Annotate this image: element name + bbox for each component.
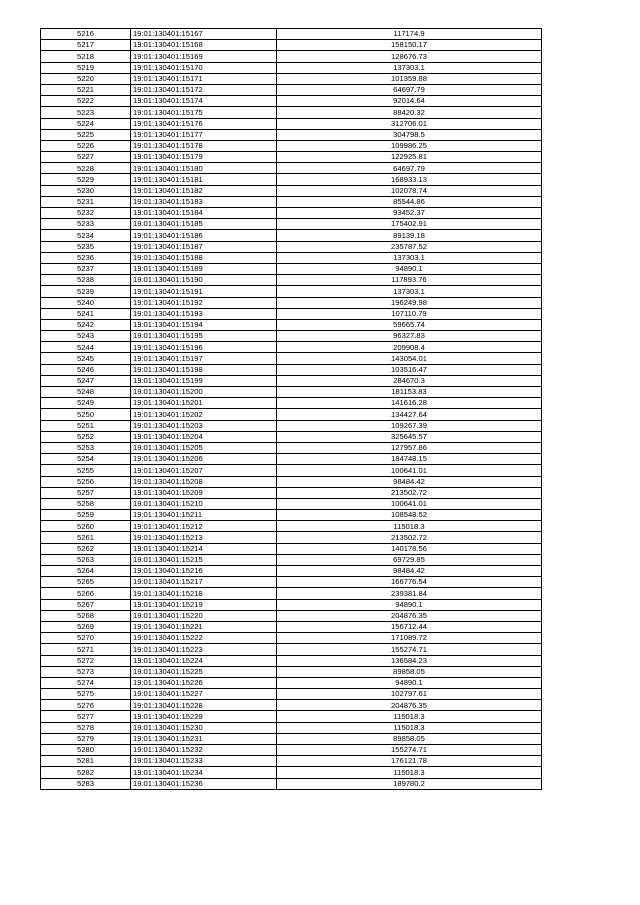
table-row (41, 84, 542, 95)
value-cell: 155274.71 (277, 644, 542, 655)
table-row (41, 219, 542, 230)
table-row (41, 745, 542, 756)
row-number-cell: 5257 (41, 487, 131, 498)
value-cell: 109986.25 (277, 140, 542, 151)
row-number-cell: 5239 (41, 286, 131, 297)
table-body (41, 29, 542, 790)
table-row (41, 588, 542, 599)
table-row (41, 331, 542, 342)
value-cell: 171089.72 (277, 633, 542, 644)
value-cell: 89858.05 (277, 733, 542, 744)
value-cell: 209908.4 (277, 342, 542, 353)
row-number-cell: 5248 (41, 387, 131, 398)
table-row (41, 152, 542, 163)
cadastral-number-cell: 19:01:130401:15214 (131, 543, 277, 554)
row-number-cell: 5256 (41, 476, 131, 487)
cadastral-number-cell: 19:01:130401:15203 (131, 420, 277, 431)
table-row (41, 767, 542, 778)
table-row (41, 442, 542, 453)
value-cell: 117174.9 (277, 29, 542, 40)
value-cell: 85544.86 (277, 196, 542, 207)
cadastral-number-cell: 19:01:130401:15228 (131, 700, 277, 711)
row-number-cell: 5221 (41, 84, 131, 95)
row-number-cell: 5229 (41, 174, 131, 185)
row-number-cell: 5233 (41, 219, 131, 230)
row-number-cell: 5222 (41, 96, 131, 107)
value-cell: 136584.23 (277, 655, 542, 666)
row-number-cell: 5254 (41, 454, 131, 465)
row-number-cell: 5219 (41, 62, 131, 73)
row-number-cell: 5218 (41, 51, 131, 62)
table-row (41, 487, 542, 498)
row-number-cell: 5279 (41, 733, 131, 744)
row-number-cell: 5253 (41, 442, 131, 453)
row-number-cell: 5261 (41, 532, 131, 543)
value-cell: 137303.1 (277, 286, 542, 297)
row-number-cell: 5228 (41, 163, 131, 174)
value-cell: 109267.39 (277, 420, 542, 431)
cadastral-number-cell: 19:01:130401:15236 (131, 778, 277, 789)
row-number-cell: 5235 (41, 241, 131, 252)
value-cell: 184748.15 (277, 454, 542, 465)
table-row (41, 230, 542, 241)
table-row (41, 733, 542, 744)
value-cell: 134427.64 (277, 409, 542, 420)
value-cell: 94890.1 (277, 263, 542, 274)
table-row (41, 208, 542, 219)
table-row (41, 621, 542, 632)
cadastral-number-cell: 19:01:130401:15201 (131, 398, 277, 409)
table-row (41, 96, 542, 107)
table-row (41, 140, 542, 151)
row-number-cell: 5267 (41, 599, 131, 610)
value-cell: 168933.13 (277, 174, 542, 185)
row-number-cell: 5226 (41, 140, 131, 151)
cadastral-number-cell: 19:01:130401:15190 (131, 275, 277, 286)
value-cell: 88420.32 (277, 107, 542, 118)
table-row (41, 375, 542, 386)
row-number-cell: 5277 (41, 711, 131, 722)
row-number-cell: 5271 (41, 644, 131, 655)
cadastral-number-cell: 19:01:130401:15222 (131, 633, 277, 644)
row-number-cell: 5252 (41, 431, 131, 442)
value-cell: 213502.72 (277, 532, 542, 543)
row-number-cell: 5265 (41, 577, 131, 588)
cadastral-number-cell: 19:01:130401:15210 (131, 498, 277, 509)
value-cell: 98484.42 (277, 476, 542, 487)
table-row (41, 275, 542, 286)
value-cell: 96327.83 (277, 331, 542, 342)
value-cell: 59665.74 (277, 319, 542, 330)
cadastral-number-cell: 19:01:130401:15213 (131, 532, 277, 543)
cadastral-number-cell: 19:01:130401:15170 (131, 62, 277, 73)
table-row (41, 655, 542, 666)
table-row (41, 756, 542, 767)
row-number-cell: 5274 (41, 677, 131, 688)
row-number-cell: 5237 (41, 263, 131, 274)
cadastral-number-cell: 19:01:130401:15227 (131, 689, 277, 700)
table-row (41, 689, 542, 700)
row-number-cell: 5263 (41, 554, 131, 565)
table-row (41, 543, 542, 554)
value-cell: 325645.57 (277, 431, 542, 442)
table-row (41, 308, 542, 319)
cadastral-number-cell: 19:01:130401:15198 (131, 364, 277, 375)
row-number-cell: 5276 (41, 700, 131, 711)
value-cell: 93452.37 (277, 208, 542, 219)
row-number-cell: 5216 (41, 29, 131, 40)
table-row (41, 185, 542, 196)
row-number-cell: 5236 (41, 252, 131, 263)
row-number-cell: 5224 (41, 118, 131, 129)
cadastral-number-cell: 19:01:130401:15211 (131, 510, 277, 521)
cadastral-number-cell: 19:01:130401:15230 (131, 722, 277, 733)
table-row (41, 711, 542, 722)
table-row (41, 610, 542, 621)
table-row (41, 722, 542, 733)
row-number-cell: 5240 (41, 297, 131, 308)
value-cell: 122925.81 (277, 152, 542, 163)
value-cell: 128676.73 (277, 51, 542, 62)
row-number-cell: 5260 (41, 521, 131, 532)
value-cell: 143054.01 (277, 353, 542, 364)
value-cell: 64697.79 (277, 84, 542, 95)
value-cell: 235787.52 (277, 241, 542, 252)
row-number-cell: 5273 (41, 666, 131, 677)
value-cell: 284670.3 (277, 375, 542, 386)
cadastral-number-cell: 19:01:130401:15179 (131, 152, 277, 163)
table-row (41, 174, 542, 185)
table-row (41, 409, 542, 420)
cadastral-number-cell: 19:01:130401:15192 (131, 297, 277, 308)
cadastral-number-cell: 19:01:130401:15178 (131, 140, 277, 151)
table-row (41, 420, 542, 431)
cadastral-number-cell: 19:01:130401:15212 (131, 521, 277, 532)
table-row (41, 353, 542, 364)
value-cell: 98484.42 (277, 566, 542, 577)
value-cell: 94890.1 (277, 599, 542, 610)
row-number-cell: 5220 (41, 73, 131, 84)
row-number-cell: 5242 (41, 319, 131, 330)
value-cell: 155274.71 (277, 745, 542, 756)
cadastral-number-cell: 19:01:130401:15233 (131, 756, 277, 767)
cadastral-number-cell: 19:01:130401:15234 (131, 767, 277, 778)
cadastral-number-cell: 19:01:130401:15188 (131, 252, 277, 263)
value-cell: 100641.01 (277, 465, 542, 476)
cadastral-number-cell: 19:01:130401:15202 (131, 409, 277, 420)
value-cell: 196249.98 (277, 297, 542, 308)
row-number-cell: 5258 (41, 498, 131, 509)
table-row (41, 510, 542, 521)
value-cell: 101359.88 (277, 73, 542, 84)
cadastral-number-cell: 19:01:130401:15169 (131, 51, 277, 62)
table-row (41, 196, 542, 207)
row-number-cell: 5245 (41, 353, 131, 364)
row-number-cell: 5250 (41, 409, 131, 420)
row-number-cell: 5244 (41, 342, 131, 353)
value-cell: 137303.1 (277, 252, 542, 263)
row-number-cell: 5262 (41, 543, 131, 554)
cadastral-number-cell: 19:01:130401:15174 (131, 96, 277, 107)
value-cell: 89858.05 (277, 666, 542, 677)
value-cell: 127957.86 (277, 442, 542, 453)
value-cell: 102797.61 (277, 689, 542, 700)
cadastral-number-cell: 19:01:130401:15216 (131, 566, 277, 577)
cadastral-number-cell: 19:01:130401:15220 (131, 610, 277, 621)
row-number-cell: 5282 (41, 767, 131, 778)
value-cell: 140178.56 (277, 543, 542, 554)
table-row (41, 700, 542, 711)
value-cell: 115018.3 (277, 767, 542, 778)
table-row (41, 566, 542, 577)
cadastral-number-cell: 19:01:130401:15172 (131, 84, 277, 95)
value-cell: 304798.5 (277, 129, 542, 140)
row-number-cell: 5268 (41, 610, 131, 621)
value-cell: 204876.35 (277, 610, 542, 621)
table-row (41, 454, 542, 465)
cadastral-number-cell: 19:01:130401:15167 (131, 29, 277, 40)
value-cell: 166776.54 (277, 577, 542, 588)
cadastral-number-cell: 19:01:130401:15224 (131, 655, 277, 666)
value-cell: 100641.01 (277, 498, 542, 509)
value-cell: 137303.1 (277, 62, 542, 73)
table-row (41, 633, 542, 644)
row-number-cell: 5246 (41, 364, 131, 375)
table-row (41, 241, 542, 252)
cadastral-number-cell: 19:01:130401:15176 (131, 118, 277, 129)
table-row (41, 73, 542, 84)
cadastral-number-cell: 19:01:130401:15194 (131, 319, 277, 330)
table-row (41, 476, 542, 487)
row-number-cell: 5238 (41, 275, 131, 286)
table-row (41, 465, 542, 476)
value-cell: 64697.79 (277, 163, 542, 174)
row-number-cell: 5243 (41, 331, 131, 342)
table-row (41, 319, 542, 330)
cadastral-number-cell: 19:01:130401:15218 (131, 588, 277, 599)
table-row (41, 577, 542, 588)
value-cell: 107110.79 (277, 308, 542, 319)
table-row (41, 252, 542, 263)
value-cell: 213502.72 (277, 487, 542, 498)
table-row (41, 431, 542, 442)
cadastral-number-cell: 19:01:130401:15221 (131, 621, 277, 632)
row-number-cell: 5231 (41, 196, 131, 207)
row-number-cell: 5264 (41, 566, 131, 577)
cadastral-number-cell: 19:01:130401:15215 (131, 554, 277, 565)
value-cell: 141616.28 (277, 398, 542, 409)
row-number-cell: 5217 (41, 40, 131, 51)
table-row (41, 666, 542, 677)
row-number-cell: 5225 (41, 129, 131, 140)
table-row (41, 129, 542, 140)
table-row (41, 107, 542, 118)
value-cell: 156712.44 (277, 621, 542, 632)
table-row (41, 387, 542, 398)
value-cell: 239381.84 (277, 588, 542, 599)
cadastral-number-cell: 19:01:130401:15175 (131, 107, 277, 118)
table-row (41, 163, 542, 174)
table-row (41, 342, 542, 353)
row-number-cell: 5251 (41, 420, 131, 431)
cadastral-number-cell: 19:01:130401:15196 (131, 342, 277, 353)
table-row (41, 398, 542, 409)
cadastral-number-cell: 19:01:130401:15171 (131, 73, 277, 84)
row-number-cell: 5280 (41, 745, 131, 756)
table-row (41, 778, 542, 789)
table-row (41, 532, 542, 543)
row-number-cell: 5278 (41, 722, 131, 733)
row-number-cell: 5281 (41, 756, 131, 767)
row-number-cell: 5270 (41, 633, 131, 644)
cadastral-number-cell: 19:01:130401:15223 (131, 644, 277, 655)
cadastral-number-cell: 19:01:130401:15187 (131, 241, 277, 252)
cadastral-number-cell: 19:01:130401:15197 (131, 353, 277, 364)
row-number-cell: 5266 (41, 588, 131, 599)
table-row (41, 118, 542, 129)
cadastral-number-cell: 19:01:130401:15191 (131, 286, 277, 297)
table-row (41, 364, 542, 375)
cadastral-number-cell: 19:01:130401:15186 (131, 230, 277, 241)
table-row (41, 286, 542, 297)
table-row (41, 297, 542, 308)
table-row (41, 498, 542, 509)
value-cell: 117893.76 (277, 275, 542, 286)
table-row (41, 644, 542, 655)
cadastral-number-cell: 19:01:130401:15206 (131, 454, 277, 465)
value-cell: 89139.18 (277, 230, 542, 241)
value-cell: 158150.17 (277, 40, 542, 51)
cadastral-number-cell: 19:01:130401:15168 (131, 40, 277, 51)
cadastral-number-cell: 19:01:130401:15204 (131, 431, 277, 442)
cadastral-number-cell: 19:01:130401:15232 (131, 745, 277, 756)
cadastral-number-cell: 19:01:130401:15208 (131, 476, 277, 487)
cadastral-number-cell: 19:01:130401:15200 (131, 387, 277, 398)
cadastral-number-cell: 19:01:130401:15205 (131, 442, 277, 453)
value-cell: 103516.47 (277, 364, 542, 375)
row-number-cell: 5230 (41, 185, 131, 196)
value-cell: 312706.01 (277, 118, 542, 129)
row-number-cell: 5223 (41, 107, 131, 118)
value-cell: 115018.3 (277, 521, 542, 532)
row-number-cell: 5283 (41, 778, 131, 789)
value-cell: 92014.64 (277, 96, 542, 107)
value-cell: 69729.85 (277, 554, 542, 565)
cadastral-number-cell: 19:01:130401:15195 (131, 331, 277, 342)
value-cell: 108548.52 (277, 510, 542, 521)
table-row (41, 263, 542, 274)
value-cell: 189780.2 (277, 778, 542, 789)
row-number-cell: 5272 (41, 655, 131, 666)
cadastral-number-cell: 19:01:130401:15184 (131, 208, 277, 219)
value-cell: 175402.91 (277, 219, 542, 230)
row-number-cell: 5247 (41, 375, 131, 386)
cadastral-number-cell: 19:01:130401:15207 (131, 465, 277, 476)
cadastral-number-cell: 19:01:130401:15181 (131, 174, 277, 185)
row-number-cell: 5259 (41, 510, 131, 521)
cadastral-number-cell: 19:01:130401:15180 (131, 163, 277, 174)
table-row (41, 521, 542, 532)
value-cell: 176121.78 (277, 756, 542, 767)
row-number-cell: 5255 (41, 465, 131, 476)
cadastral-number-cell: 19:01:130401:15185 (131, 219, 277, 230)
cadastral-number-cell: 19:01:130401:15199 (131, 375, 277, 386)
row-number-cell: 5232 (41, 208, 131, 219)
value-cell: 115018.3 (277, 722, 542, 733)
row-number-cell: 5227 (41, 152, 131, 163)
cadastral-number-cell: 19:01:130401:15231 (131, 733, 277, 744)
row-number-cell: 5275 (41, 689, 131, 700)
table-row (41, 677, 542, 688)
cadastral-number-cell: 19:01:130401:15225 (131, 666, 277, 677)
value-cell: 115018.3 (277, 711, 542, 722)
cadastral-number-cell: 19:01:130401:15226 (131, 677, 277, 688)
cadastral-number-cell: 19:01:130401:15189 (131, 263, 277, 274)
cadastral-number-cell: 19:01:130401:15217 (131, 577, 277, 588)
row-number-cell: 5269 (41, 621, 131, 632)
cadastral-number-cell: 19:01:130401:15209 (131, 487, 277, 498)
cadastral-number-cell: 19:01:130401:15193 (131, 308, 277, 319)
cadastral-number-cell: 19:01:130401:15219 (131, 599, 277, 610)
cadastral-number-cell: 19:01:130401:15182 (131, 185, 277, 196)
row-number-cell: 5241 (41, 308, 131, 319)
row-number-cell: 5234 (41, 230, 131, 241)
table-row (41, 51, 542, 62)
table-row (41, 554, 542, 565)
value-cell: 94890.1 (277, 677, 542, 688)
value-cell: 181153.83 (277, 387, 542, 398)
value-cell: 102078.74 (277, 185, 542, 196)
table-row (41, 40, 542, 51)
table-row (41, 62, 542, 73)
cadastral-number-cell: 19:01:130401:15229 (131, 711, 277, 722)
table-row (41, 29, 542, 40)
data-table (40, 28, 542, 790)
table-row (41, 599, 542, 610)
row-number-cell: 5249 (41, 398, 131, 409)
cadastral-number-cell: 19:01:130401:15177 (131, 129, 277, 140)
cadastral-number-cell: 19:01:130401:15183 (131, 196, 277, 207)
value-cell: 204876.35 (277, 700, 542, 711)
